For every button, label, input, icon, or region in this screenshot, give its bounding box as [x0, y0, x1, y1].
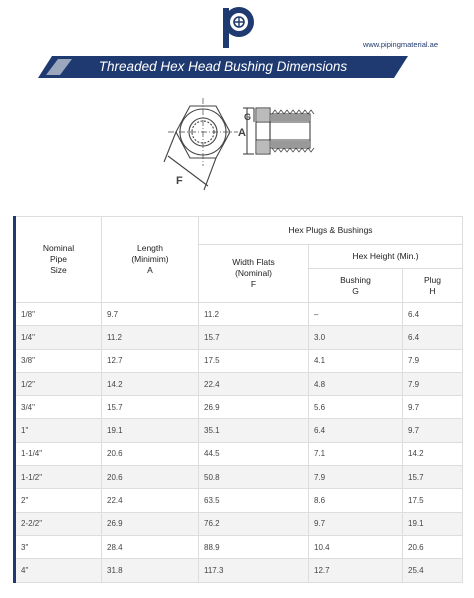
header-group: Hex Plugs & Bushings	[199, 217, 463, 245]
table-cell: 6.4	[403, 303, 463, 326]
table-row	[15, 535, 463, 558]
table-row	[15, 326, 463, 349]
banner-title: Threaded Hex Head Bushing Dimensions	[98, 59, 348, 74]
table-cell: 20.6	[403, 535, 463, 558]
table-row	[15, 559, 463, 582]
table-cell: –	[309, 303, 403, 326]
table-row	[15, 303, 463, 326]
table-row	[15, 466, 463, 489]
table-cell: 17.5	[199, 349, 309, 372]
table-cell: 19.1	[403, 512, 463, 535]
table-cell: 1/4"	[15, 326, 102, 349]
label-f: F	[176, 175, 183, 187]
table-cell: 26.9	[199, 396, 309, 419]
table-cell: 117.3	[199, 559, 309, 582]
table-cell: 7.9	[403, 372, 463, 395]
table-cell: 4.1	[309, 349, 403, 372]
table-row	[15, 419, 463, 442]
website-link[interactable]: www.pipingmaterial.ae	[362, 40, 438, 49]
table-cell: 12.7	[102, 349, 199, 372]
table-cell: 63.5	[199, 489, 309, 512]
header-height: Hex Height (Min.)	[309, 245, 463, 269]
table-cell: 11.2	[102, 326, 199, 349]
table-cell: 6.4	[403, 326, 463, 349]
table-cell: 9.7	[102, 303, 199, 326]
table-cell: 15.7	[102, 396, 199, 419]
table-cell: 3/8"	[15, 349, 102, 372]
table-cell: 25.4	[403, 559, 463, 582]
table-cell: 50.8	[199, 466, 309, 489]
table-row	[15, 442, 463, 465]
table-cell: 14.2	[403, 442, 463, 465]
table-cell: 3.0	[309, 326, 403, 349]
table-row	[15, 372, 463, 395]
header-bushing: Bushing G	[309, 269, 403, 303]
table-cell: 3/4"	[15, 396, 102, 419]
table-cell: 44.5	[199, 442, 309, 465]
table-cell: 20.6	[102, 466, 199, 489]
table-cell: 1-1/2"	[15, 466, 102, 489]
table-cell: 22.4	[102, 489, 199, 512]
table-cell: 1/2"	[15, 372, 102, 395]
header-width: Width Flats (Nominal) F	[199, 245, 309, 303]
header-nominal: Nominal Pipe Size	[15, 217, 102, 303]
table-cell: 1"	[15, 419, 102, 442]
table-row	[15, 396, 463, 419]
table-cell: 7.9	[309, 466, 403, 489]
table-cell: 11.2	[199, 303, 309, 326]
logo-icon	[221, 4, 255, 50]
table-cell: 9.7	[403, 419, 463, 442]
header-plug: Plug H	[403, 269, 463, 303]
table-cell: 7.1	[309, 442, 403, 465]
table-cell: 4.8	[309, 372, 403, 395]
table-cell: 8.6	[309, 489, 403, 512]
label-g: G	[244, 112, 252, 122]
dimensions-table	[13, 216, 463, 583]
table-cell: 14.2	[102, 372, 199, 395]
table-cell: 10.4	[309, 535, 403, 558]
table-cell: 20.6	[102, 442, 199, 465]
table-cell: 15.7	[403, 466, 463, 489]
table-cell: 1-1/4"	[15, 442, 102, 465]
table-cell: 4"	[15, 559, 102, 582]
table-cell: 5.6	[309, 396, 403, 419]
label-a: A	[238, 127, 246, 139]
table-row	[15, 349, 463, 372]
table-cell: 35.1	[199, 419, 309, 442]
table-cell: 15.7	[199, 326, 309, 349]
bushing-diagram	[148, 92, 348, 204]
table-cell: 6.4	[309, 419, 403, 442]
table-cell: 26.9	[102, 512, 199, 535]
table-cell: 9.7	[309, 512, 403, 535]
table-row	[15, 489, 463, 512]
table-cell: 7.9	[403, 349, 463, 372]
table-cell: 22.4	[199, 372, 309, 395]
table-cell: 2"	[15, 489, 102, 512]
table-cell: 19.1	[102, 419, 199, 442]
table-cell: 76.2	[199, 512, 309, 535]
table-cell: 88.9	[199, 535, 309, 558]
table-cell: 1/8"	[15, 303, 102, 326]
table-cell: 3"	[15, 535, 102, 558]
table-cell: 9.7	[403, 396, 463, 419]
table-cell: 2-2/2"	[15, 512, 102, 535]
table-cell: 17.5	[403, 489, 463, 512]
table-cell: 28.4	[102, 535, 199, 558]
table-row	[15, 512, 463, 535]
header-length: Length (Minimim) A	[102, 217, 199, 303]
table-cell: 31.8	[102, 559, 199, 582]
table-cell: 12.7	[309, 559, 403, 582]
